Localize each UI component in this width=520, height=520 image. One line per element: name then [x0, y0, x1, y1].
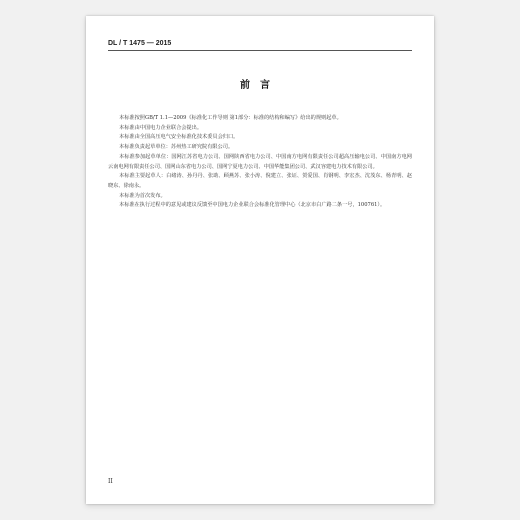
- page-title: 前言: [240, 80, 280, 91]
- document-page: [86, 16, 434, 504]
- paragraph-lead-drafter: 本标准负责起草单位：苏州热工研究院有限公司。: [119, 144, 234, 151]
- paragraph-proposer: 本标准由中国电力企业联合会提出。: [119, 124, 203, 131]
- paragraph-drafting-rules: 本标准按照GB/T 1.1—2009《标准化工作导则 第1部分：标准的结构和编写》给出的规则起草。: [119, 115, 342, 121]
- document-code: DL / T 1475 — 2015: [108, 40, 172, 47]
- paragraph-first-release: 本标准为首次发布。: [119, 192, 166, 199]
- paragraph-feedback: 本标准在执行过程中的意见或建议反馈至中国电力企业联合会标准化管理中心（北京市白广路二条一号，100761）。: [119, 202, 386, 209]
- document-body: [108, 114, 412, 211]
- paragraph-participating-drafters: 本标准参加起草单位：国网江苏省电力公司、国网陕西省电力公司、中国南方电网有限责任公司超高压输电公司、中国南方电网云南电网有限责任公司、国网山东省电力公司、国网宁夏电力公司、中国华能集团公司、武汉容建电力技术有限公司。: [108, 153, 412, 170]
- paragraph-committee: 本标准由全国高压电气安全标准化技术委员会归口。: [119, 134, 239, 141]
- page-number: II: [108, 478, 113, 485]
- header-rule: [108, 50, 412, 51]
- paragraph-main-drafters: 本标准主要起草人：白绪涛、孙丹丹、张助、顾燕苏、张小涛、倪建立、张证、贺爱国、肖钢明、李宏杰、沈茂东、杨青明、赵晓东、徐南永。: [108, 173, 412, 189]
